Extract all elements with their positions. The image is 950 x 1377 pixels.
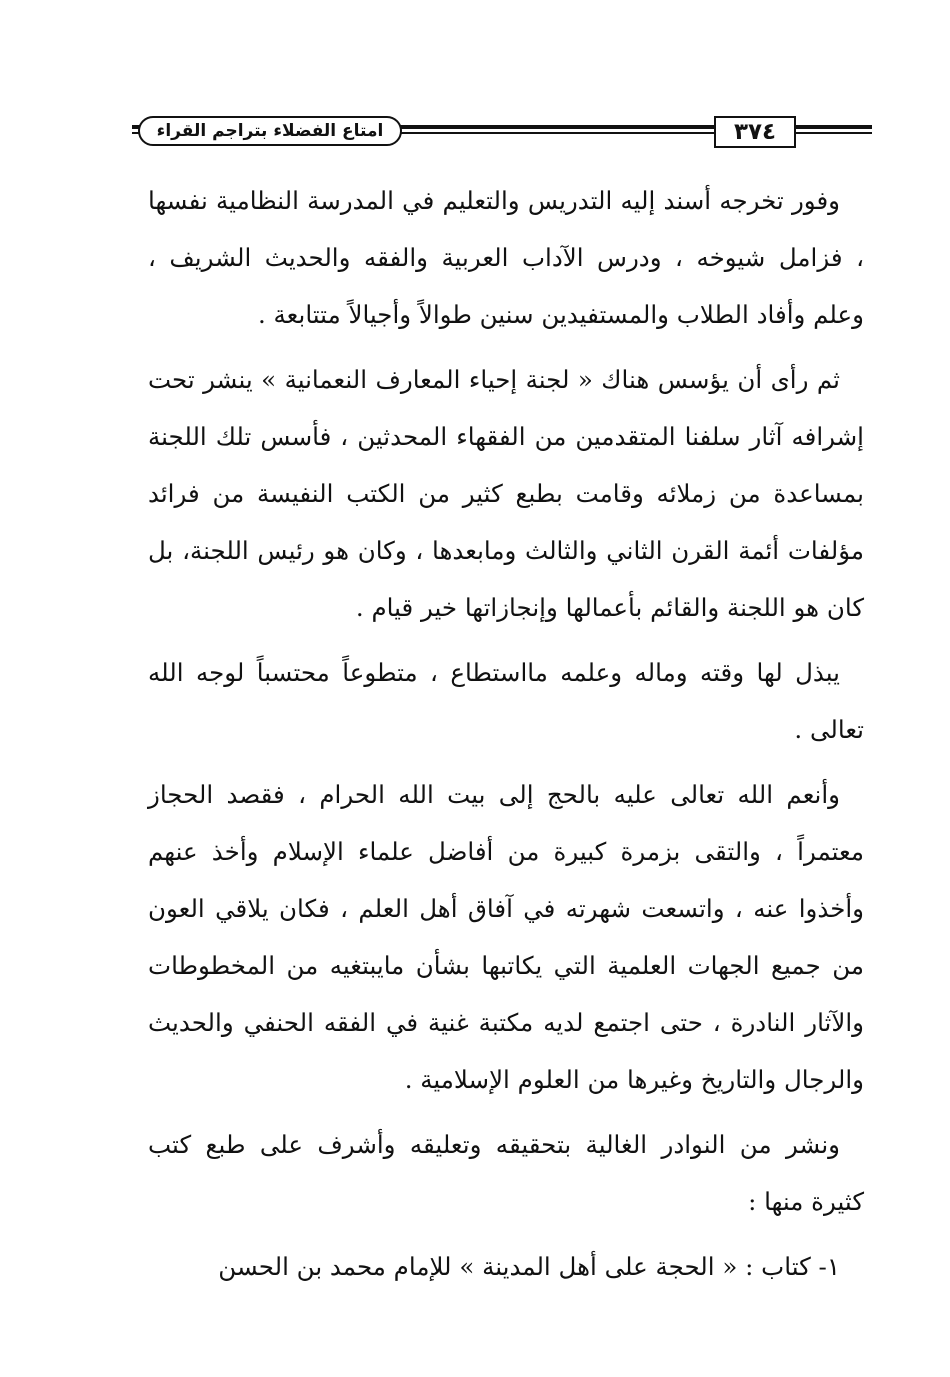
running-title-text: امتاع الفضلاء بتراجم القراء	[156, 121, 384, 141]
paragraph: وأنعم الله تعالى عليه بالحج إلى بيت الله الحرام ، فقصد الحجاز معتمراً ، والتقى بزمرة كبيرة من أفاضل علماء الإسلام وأخذ عنهم وأخذوا عنه ، واتسعت شهرته في آفاق أهل العلم ، فكان يلاقي العون من جميع الجهات العلمية التي يكاتبها بشأن مايبتغيه من المخطوطات والآثار النادرة ، حتى اجتمع لديه مكتبة غنية في الفقه الحنفي والحديث والرجال والتاريخ وغيرها من العلوم الإسلامية .	[148, 780, 864, 1094]
page-header	[132, 112, 872, 152]
page-number-text: ٣٧٤	[733, 119, 777, 145]
paragraph: وفور تخرجه أسند إليه التدريس والتعليم في المدرسة النظامية نفسها ، فزامل شيوخه ، ودرس الآداب العربية والفقه والحديث الشريف ، وعلم وأفاد الطلاب والمستفيدين سنين طوالاً وأجيالاً متتابعة .	[148, 186, 864, 329]
body-text	[148, 172, 864, 1303]
paragraph: يبذل لها وقته وماله وعلمه مااستطاع ، متطوعاً محتسباً لوجه الله تعالى .	[148, 658, 864, 744]
page-number	[714, 116, 796, 148]
running-title	[138, 116, 402, 146]
list-item: ١- كتاب : « الحجة على أهل المدينة » للإمام محمد بن الحسن	[218, 1252, 840, 1281]
paragraph: ونشر من النوادر الغالية بتحقيقه وتعليقه وأشرف على طبع كتب كثيرة منها :	[148, 1130, 864, 1216]
paragraph: ثم رأى أن يؤسس هناك « لجنة إحياء المعارف النعمانية » ينشر تحت إشرافه آثار سلفنا المتقدمين من الفقهاء المحدثين ، فأسس تلك اللجنة بمساعدة من زملائه وقامت بطبع كثير من الكتب النفيسة من فرائد مؤلفات أئمة القرن الثاني والثالث ومابعدها ، وكان هو رئيس اللجنة، بل كان هو اللجنة والقائم بأعمالها وإنجازاتها خير قيام .	[148, 365, 864, 622]
